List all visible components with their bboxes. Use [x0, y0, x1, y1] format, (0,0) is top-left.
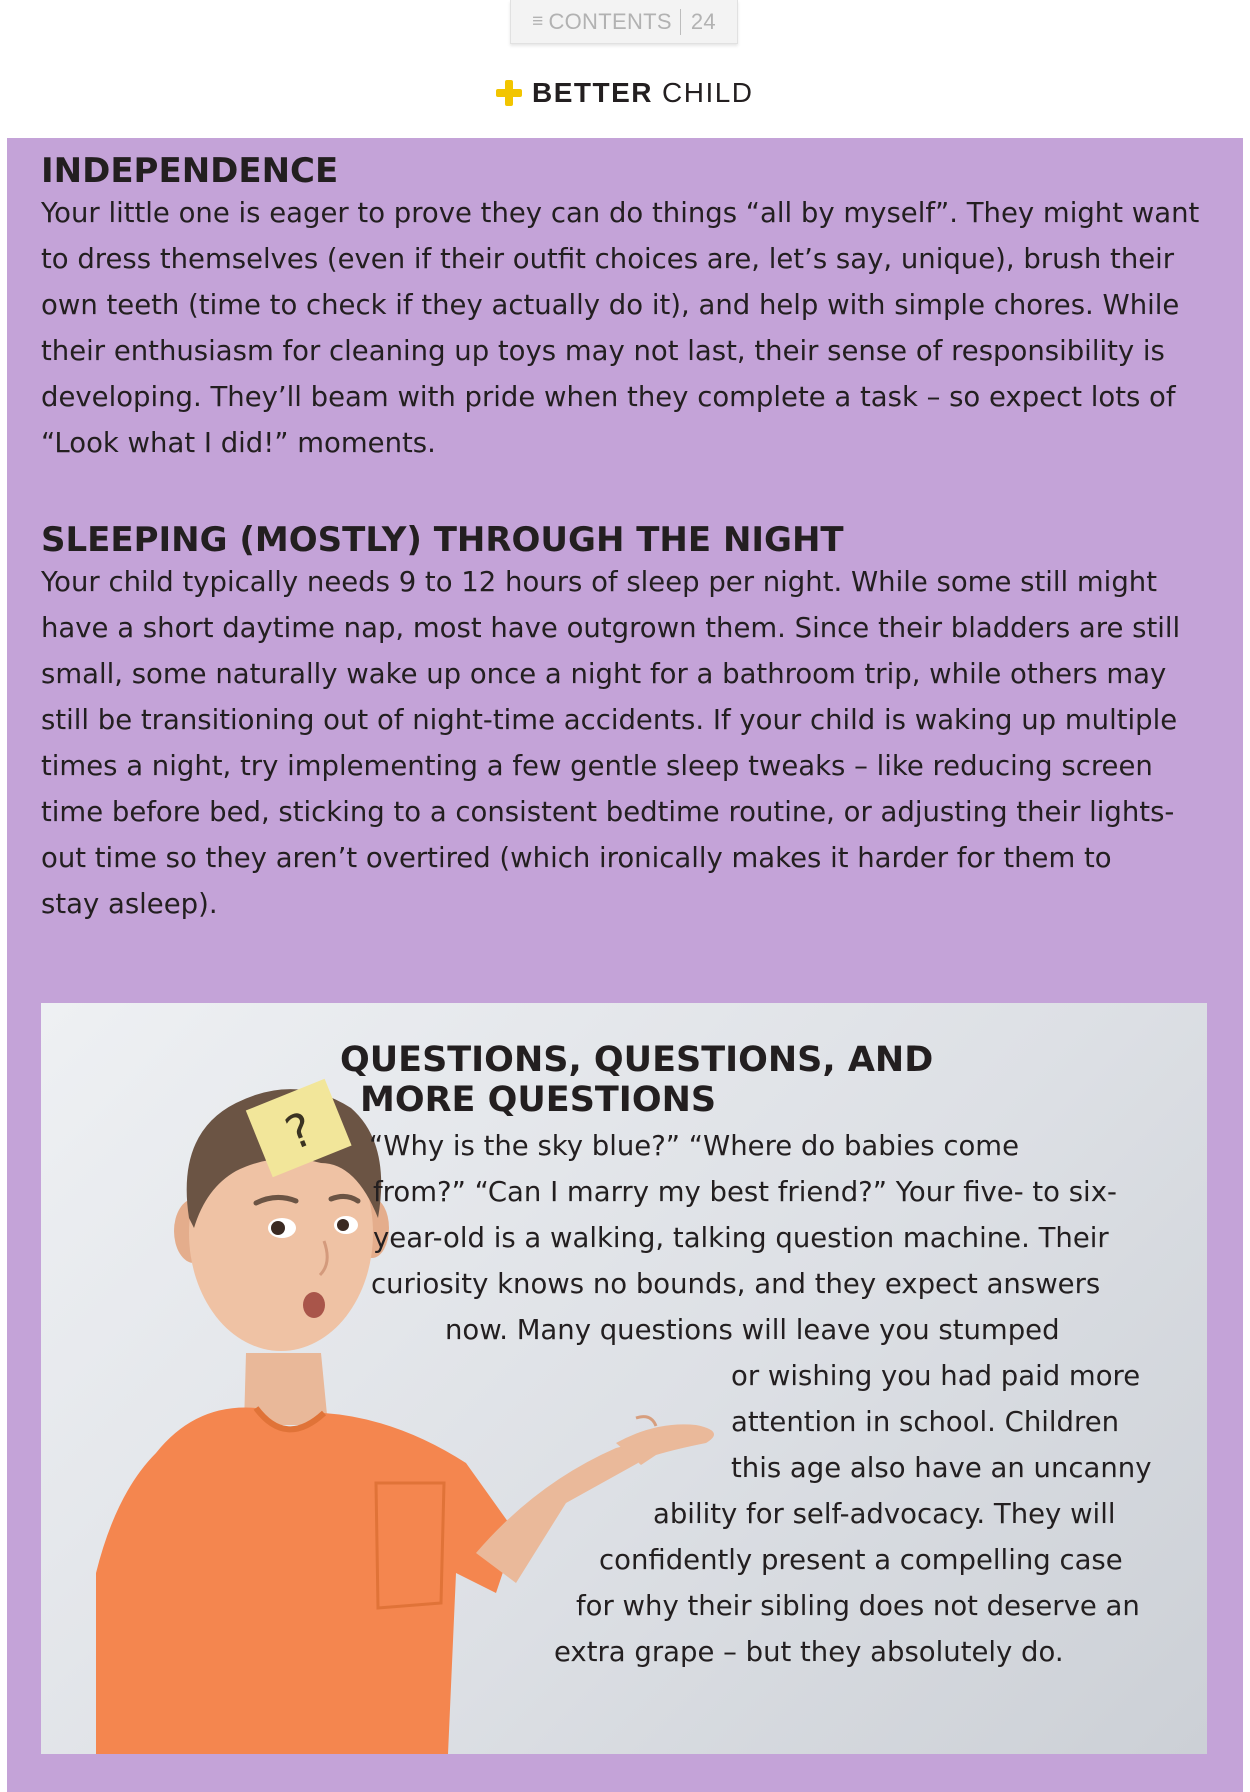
card-body-line: extra grape – but they absolutely do. — [554, 1636, 1064, 1668]
card-body-line: this age also have an uncanny — [731, 1452, 1152, 1484]
card-body-line: attention in school. Children — [731, 1406, 1120, 1438]
menu-lines-icon: ≡ — [532, 10, 544, 32]
body-line: time before bed, sticking to a consistent bedtime routine, or adjusting their lights- — [41, 796, 1175, 828]
content-panel — [7, 138, 1243, 1792]
card-title-line: MORE QUESTIONS — [360, 1080, 717, 1120]
body-line: “Look what I did!” moments. — [41, 427, 436, 459]
body-line: out time so they aren’t overtired (which ironically makes it harder for them to — [41, 842, 1112, 874]
contents-button[interactable] — [510, 0, 738, 44]
page-number: 24 — [690, 8, 716, 34]
body-line: own teeth (time to check if they actually do it), and help with simple chores. While — [41, 289, 1180, 321]
body-line: their enthusiasm for cleaning up toys may not last, their sense of responsibility is — [41, 335, 1165, 367]
questions-photo-card — [41, 1003, 1207, 1754]
note-question-mark: ? — [277, 1101, 321, 1161]
section-title-independence: INDEPENDENCE — [41, 151, 339, 191]
brand-logo — [496, 76, 754, 110]
contents-label: CONTENTS — [548, 8, 672, 34]
brand-name-bold: BETTER — [532, 77, 653, 108]
body-line: Your little one is eager to prove they can do things “all by myself”. They might want — [41, 197, 1200, 229]
card-body-line: ability for self-advocacy. They will — [653, 1498, 1116, 1530]
body-line: still be transitioning out of night-time accidents. If your child is waking up multiple — [41, 704, 1178, 736]
section-title-sleeping: SLEEPING (MOSTLY) THROUGH THE NIGHT — [41, 520, 844, 560]
card-body-line: curiosity knows no bounds, and they expect answers — [371, 1268, 1101, 1300]
card-body-line: for why their sibling does not deserve an — [576, 1590, 1140, 1622]
body-line: to dress themselves (even if their outfit choices are, let’s say, unique), brush their — [41, 243, 1175, 275]
body-line: times a night, try implementing a few gentle sleep tweaks – like reducing screen — [41, 750, 1153, 782]
body-line: Your child typically needs 9 to 12 hours of sleep per night. While some still might — [41, 566, 1157, 598]
section-body-independence — [41, 190, 1226, 466]
card-body-line: from?” “Can I marry my best friend?” Your five- to six- — [373, 1176, 1117, 1208]
card-body-line: confidently present a compelling case — [599, 1544, 1123, 1576]
plus-cross-icon — [496, 80, 522, 106]
card-body-line: or wishing you had paid more — [731, 1360, 1141, 1392]
body-line: developing. They’ll beam with pride when they complete a task – so expect lots of — [41, 381, 1176, 413]
card-body-line: “Why is the sky blue?” “Where do babies come — [369, 1130, 1019, 1162]
brand-name-light: CHILD — [662, 77, 754, 108]
card-body-line: now. Many questions will leave you stumped — [445, 1314, 1060, 1346]
section-body-sleeping — [41, 559, 1226, 927]
card-body-line: year-old is a walking, talking question machine. Their — [373, 1222, 1109, 1254]
tab-divider — [680, 9, 681, 35]
body-line: have a short daytime nap, most have outgrown them. Since their bladders are still — [41, 612, 1181, 644]
card-title-line: QUESTIONS, QUESTIONS, AND — [340, 1040, 934, 1080]
body-line: small, some naturally wake up once a night for a bathroom trip, while others may — [41, 658, 1167, 690]
body-line: stay asleep). — [41, 888, 218, 920]
